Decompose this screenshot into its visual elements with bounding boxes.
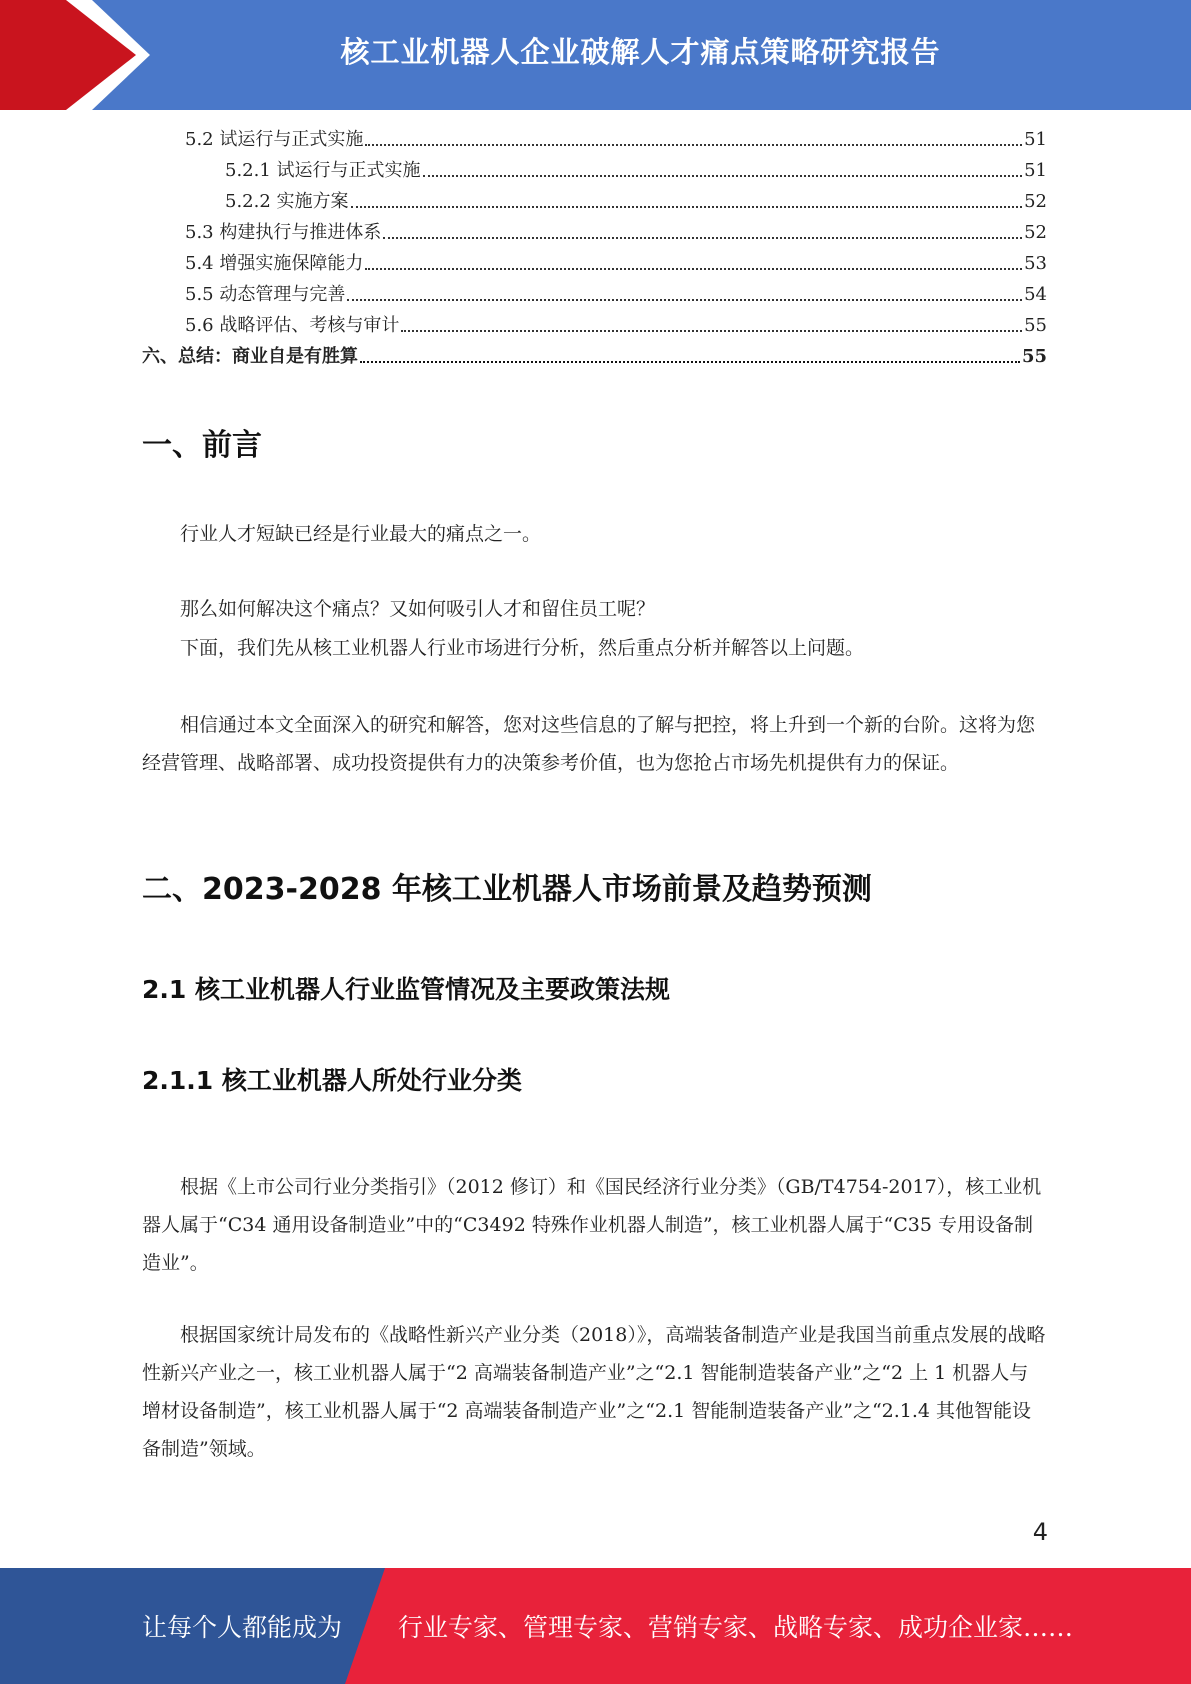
- toc-entry-page: 51: [1024, 129, 1047, 150]
- footer-slogan-left: 让每个人都能成为: [142, 1613, 343, 1642]
- toc-leader-dots: [351, 206, 1023, 208]
- section-heading-forecast: 二、2023-2028 年核工业机器人市场前景及趋势预测: [142, 872, 872, 907]
- toc-leader-dots: [423, 175, 1023, 177]
- toc-entry-page: 51: [1024, 160, 1047, 181]
- toc-leader-dots: [365, 268, 1022, 270]
- toc-leader-dots: [347, 299, 1022, 301]
- toc-entry[interactable]: [185, 220, 1047, 244]
- paragraph: 相信通过本文全面深入的研究和解答，您对这些信息的了解与把控，将上升到一个新的台阶。这将为您经营管理、战略部署、成功投资提供有力的决策参考价值，也为您抢占市场先机提供有力的保证。: [142, 714, 1036, 774]
- page-footer: [0, 1568, 1191, 1684]
- toc-entry-label: 5.5 动态管理与完善: [185, 284, 346, 305]
- toc-entry[interactable]: [185, 251, 1047, 275]
- toc-entry[interactable]: [142, 344, 1047, 368]
- toc-entry-label: 5.2.1 试运行与正式实施: [225, 160, 421, 181]
- page-header: [0, 0, 1191, 110]
- toc-entry-page: 54: [1024, 284, 1047, 305]
- paragraph: 那么如何解决这个痛点？又如何吸引人才和留住员工呢？: [180, 598, 656, 620]
- subsection-heading: 2.1 核工业机器人行业监管情况及主要政策法规: [142, 975, 670, 1004]
- toc-entry[interactable]: [225, 158, 1047, 182]
- toc-leader-dots: [360, 361, 1020, 363]
- page-number: 4: [1032, 1518, 1048, 1546]
- toc-entry-label: 六、总结：商业自是有胜算: [142, 346, 358, 367]
- paragraph: 行业人才短缺已经是行业最大的痛点之一。: [180, 523, 542, 545]
- section-heading-preface: 一、前言: [142, 428, 262, 463]
- toc-leader-dots: [365, 144, 1022, 146]
- toc-entry-page: 52: [1024, 222, 1047, 243]
- toc-entry-page: 55: [1021, 346, 1047, 367]
- toc-entry-label: 5.4 增强实施保障能力: [185, 253, 364, 274]
- toc-entry[interactable]: [185, 313, 1047, 337]
- subsubsection-heading: 2.1.1 核工业机器人所处行业分类: [142, 1066, 522, 1095]
- toc-entry[interactable]: [185, 282, 1047, 306]
- toc-leader-dots: [383, 237, 1022, 239]
- paragraph: 根据国家统计局发布的《战略性新兴产业分类（2018）》，高端装备制造产业是我国当前重点发展的战略性新兴产业之一，核工业机器人属于“2 高端装备制造产业”之“2.1 智能制造装备产业”之“2 上 1 机器人与增材设备制造”，核工业机器人属于“2 高端装备制造产业”之“2.1 智能制造装备产业”之“2.1.4 其他智能设备制造”领域。: [142, 1324, 1046, 1460]
- toc-entry-page: 55: [1024, 315, 1047, 336]
- toc-entry-label: 5.2 试运行与正式实施: [185, 129, 364, 150]
- toc-entry-label: 5.3 构建执行与推进体系: [185, 222, 382, 243]
- paragraph: 下面，我们先从核工业机器人行业市场进行分析，然后重点分析并解答以上问题。: [180, 637, 865, 659]
- toc-entry-label: 5.6 战略评估、考核与审计: [185, 315, 400, 336]
- toc-entry[interactable]: [185, 127, 1047, 151]
- header-chevron-icon: [0, 0, 136, 110]
- toc-entry-page: 53: [1024, 253, 1047, 274]
- toc-entry-page: 52: [1024, 191, 1047, 212]
- toc-leader-dots: [401, 330, 1022, 332]
- toc-entry[interactable]: [225, 189, 1047, 213]
- paragraph: 根据《上市公司行业分类指引》（2012 修订）和《国民经济行业分类》（GB/T4754-2017），核工业机器人属于“C34 通用设备制造业”中的“C3492 特殊作业机器人制造”，核工业机器人属于“C35 专用设备制造业”。: [142, 1176, 1042, 1274]
- report-title: 核工业机器人企业破解人才痛点策略研究报告: [340, 34, 941, 69]
- toc-entry-label: 5.2.2 实施方案: [225, 191, 349, 212]
- footer-slogan-right: 行业专家、管理专家、营销专家、战略专家、成功企业家……: [398, 1613, 1074, 1642]
